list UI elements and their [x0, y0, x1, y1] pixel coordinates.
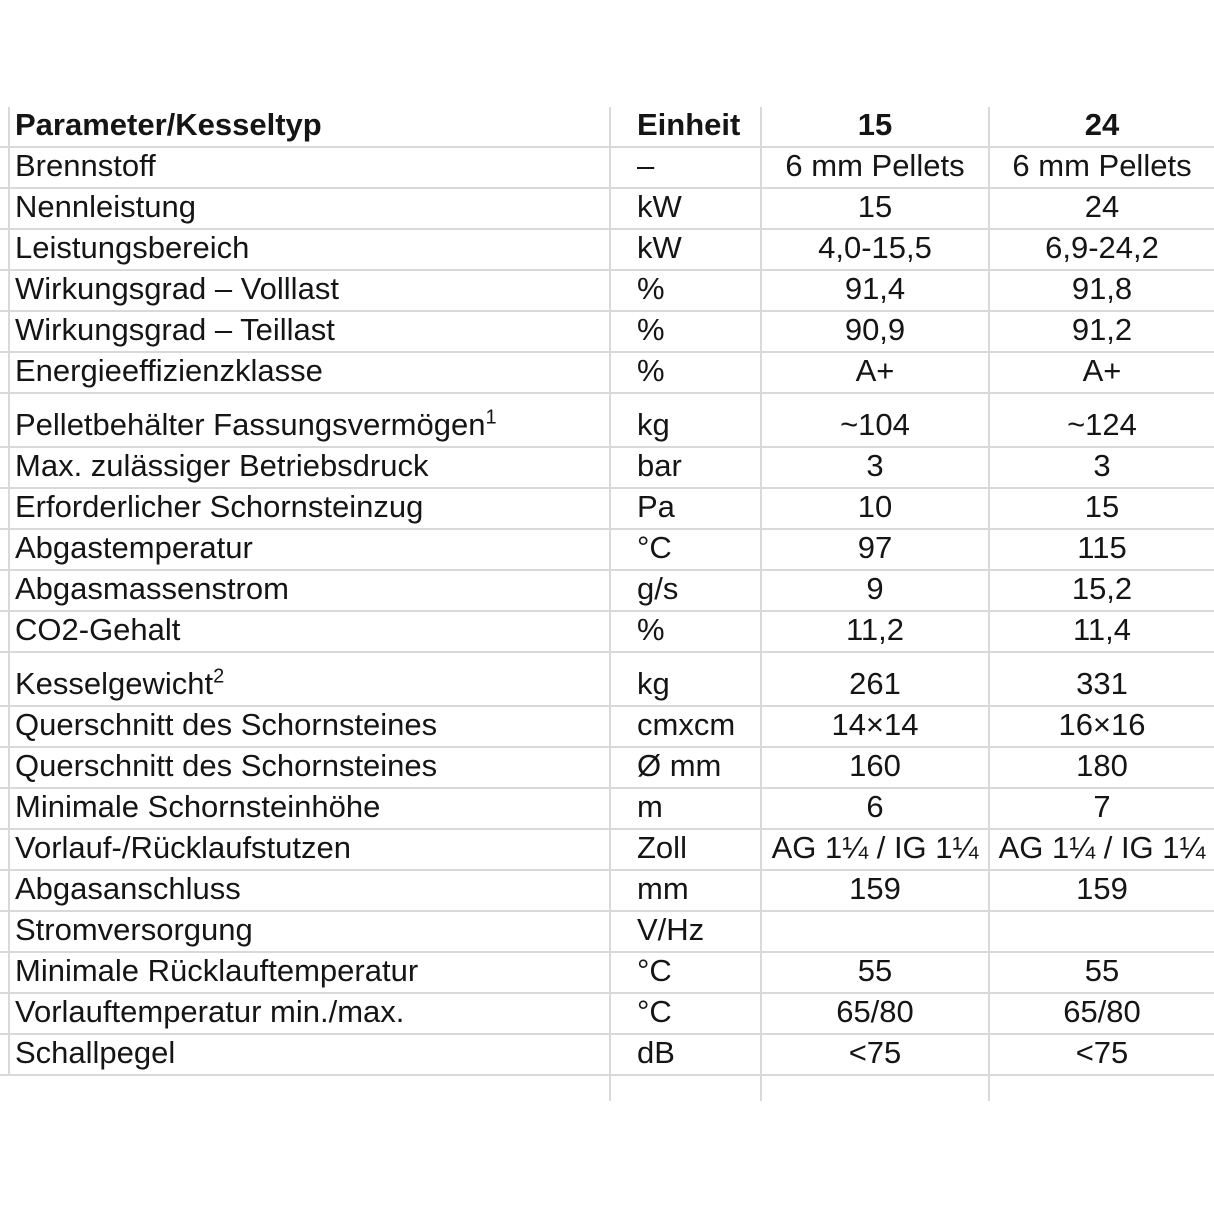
table-row	[0, 448, 1214, 489]
value-24-label: 180	[1076, 748, 1128, 784]
value-24-cell	[988, 530, 1214, 569]
value-24-label: AG 1¼ / IG 1¼	[998, 830, 1206, 866]
param-label: Minimale Rücklauftemperatur	[15, 953, 419, 989]
table-row	[0, 394, 1214, 448]
unit-cell	[609, 230, 760, 269]
value-15-cell	[760, 953, 988, 992]
header-model-24	[988, 107, 1214, 146]
unit-label: m	[637, 789, 663, 825]
unit-cell	[609, 489, 760, 528]
param-cell	[8, 489, 609, 528]
table-row	[0, 312, 1214, 353]
value-15-cell	[760, 312, 988, 351]
unit-cell	[609, 789, 760, 828]
unit-cell	[609, 1035, 760, 1074]
value-24-label: 65/80	[1063, 994, 1141, 1030]
value-24-cell	[988, 707, 1214, 746]
table-row	[0, 189, 1214, 230]
value-24-cell	[988, 912, 1214, 951]
param-label: CO2-Gehalt	[15, 612, 181, 648]
value-15-cell	[760, 230, 988, 269]
value-15-label: 15	[857, 189, 893, 225]
value-15-label: 9	[866, 571, 884, 607]
left-gutter	[0, 312, 8, 351]
unit-label: cmxcm	[637, 707, 736, 743]
value-24-cell	[988, 953, 1214, 992]
spec-table	[0, 107, 1214, 1101]
header-model-24-label: 24	[1084, 107, 1120, 143]
param-cell	[8, 394, 609, 446]
value-15-label: ~104	[840, 407, 910, 443]
unit-cell	[609, 871, 760, 910]
left-gutter	[0, 912, 8, 951]
value-15-label: 4,0-15,5	[818, 230, 932, 266]
value-24-cell	[988, 653, 1214, 705]
unit-cell	[609, 271, 760, 310]
value-15-label: <75	[848, 1035, 902, 1071]
value-24-cell	[988, 353, 1214, 392]
value-24-cell	[988, 994, 1214, 1033]
table-row	[0, 912, 1214, 953]
unit-label: V/Hz	[637, 912, 705, 948]
value-15-label: 65/80	[836, 994, 914, 1030]
value-15-cell	[760, 489, 988, 528]
value-15-cell	[760, 1035, 988, 1074]
param-cell-empty	[8, 1076, 609, 1101]
table-row	[0, 530, 1214, 571]
value-24-cell	[988, 571, 1214, 610]
value-15-cell	[760, 871, 988, 910]
table-row	[0, 994, 1214, 1035]
unit-label: kg	[637, 666, 670, 702]
value-15-label: 10	[857, 489, 893, 525]
unit-cell	[609, 612, 760, 651]
unit-cell	[609, 189, 760, 228]
left-gutter	[0, 748, 8, 787]
value-24-cell-empty	[988, 1076, 1214, 1101]
param-cell	[8, 312, 609, 351]
param-label: Brennstoff	[15, 148, 156, 184]
unit-cell	[609, 830, 760, 869]
value-24-cell	[988, 312, 1214, 351]
param-cell	[8, 707, 609, 746]
value-24-cell	[988, 871, 1214, 910]
param-cell	[8, 271, 609, 310]
left-gutter	[0, 271, 8, 310]
value-15-cell	[760, 394, 988, 446]
param-cell	[8, 353, 609, 392]
unit-cell	[609, 394, 760, 446]
unit-cell	[609, 653, 760, 705]
value-15-cell-empty	[760, 1076, 988, 1101]
value-15-label: 3	[866, 448, 884, 484]
value-15-label: 14×14	[831, 707, 919, 743]
param-cell	[8, 871, 609, 910]
param-label: Wirkungsgrad – Volllast	[15, 271, 339, 307]
left-gutter	[0, 530, 8, 569]
value-24-label: A+	[1082, 353, 1122, 389]
param-label: Nennleistung	[15, 189, 196, 225]
value-24-cell	[988, 612, 1214, 651]
table-row	[0, 748, 1214, 789]
value-24-label: 7	[1093, 789, 1111, 825]
left-gutter	[0, 707, 8, 746]
left-gutter	[0, 394, 8, 446]
value-15-cell	[760, 789, 988, 828]
param-label: Abgastemperatur	[15, 530, 253, 566]
left-gutter	[0, 1076, 8, 1101]
unit-label: kg	[637, 407, 670, 443]
unit-label: kW	[637, 230, 682, 266]
value-24-label: 11,4	[1072, 612, 1132, 648]
value-15-cell	[760, 830, 988, 869]
param-cell	[8, 953, 609, 992]
param-cell	[8, 653, 609, 705]
table-row	[0, 830, 1214, 871]
value-15-cell	[760, 353, 988, 392]
value-15-label: 160	[849, 748, 901, 784]
param-label: Kesselgewicht	[15, 666, 214, 702]
header-parameter-label: Parameter/Kesseltyp	[15, 107, 322, 143]
value-15-label: 97	[857, 530, 893, 566]
value-24-label: 55	[1084, 953, 1120, 989]
value-15-label: 91,4	[844, 271, 906, 307]
left-gutter	[0, 353, 8, 392]
param-cell	[8, 189, 609, 228]
header-unit-label: Einheit	[637, 107, 741, 143]
unit-label: Ø mm	[637, 748, 722, 784]
left-gutter	[0, 189, 8, 228]
param-cell	[8, 530, 609, 569]
table-row	[0, 653, 1214, 707]
param-label: Leistungsbereich	[15, 230, 250, 266]
param-cell	[8, 912, 609, 951]
value-15-cell	[760, 994, 988, 1033]
table-header-row	[0, 107, 1214, 148]
left-gutter	[0, 653, 8, 705]
value-15-cell	[760, 571, 988, 610]
value-24-label: 331	[1076, 666, 1128, 702]
value-24-label: 115	[1077, 530, 1127, 566]
param-label: Erforderlicher Schornsteinzug	[15, 489, 424, 525]
table-row	[0, 148, 1214, 189]
param-label: Querschnitt des Schornsteines	[15, 748, 438, 784]
unit-label: Pa	[637, 489, 675, 525]
unit-label: bar	[637, 448, 682, 484]
table-row	[0, 271, 1214, 312]
param-cell	[8, 830, 609, 869]
value-15-cell	[760, 748, 988, 787]
unit-label: dB	[637, 1035, 675, 1071]
header-model-15-label: 15	[857, 107, 893, 143]
unit-label: °C	[637, 994, 672, 1030]
left-gutter	[0, 1035, 8, 1074]
value-15-cell	[760, 189, 988, 228]
param-label: Abgasmassenstrom	[15, 571, 289, 607]
left-gutter	[0, 830, 8, 869]
unit-cell	[609, 707, 760, 746]
footnote-superscript: 1	[485, 407, 497, 430]
unit-cell	[609, 353, 760, 392]
unit-cell	[609, 312, 760, 351]
value-24-cell	[988, 789, 1214, 828]
table-row	[0, 489, 1214, 530]
param-cell	[8, 748, 609, 787]
param-cell	[8, 230, 609, 269]
value-15-label: 261	[849, 666, 901, 702]
value-24-label: <75	[1075, 1035, 1129, 1071]
table-row	[0, 353, 1214, 394]
value-24-label: 24	[1084, 189, 1120, 225]
value-24-cell	[988, 189, 1214, 228]
param-label: Schallpegel	[15, 1035, 176, 1071]
unit-label: °C	[637, 953, 672, 989]
unit-label: %	[637, 271, 665, 307]
value-24-cell	[988, 1035, 1214, 1074]
param-label: Vorlauf-/Rücklaufstutzen	[15, 830, 352, 866]
value-15-cell	[760, 271, 988, 310]
unit-label: kW	[637, 189, 682, 225]
value-24-cell	[988, 230, 1214, 269]
param-label: Vorlauftemperatur min./max.	[15, 994, 405, 1030]
param-cell	[8, 571, 609, 610]
value-24-label: 3	[1093, 448, 1111, 484]
param-label: Abgasanschluss	[15, 871, 241, 907]
value-15-label: 55	[857, 953, 893, 989]
left-gutter	[0, 994, 8, 1033]
value-15-cell	[760, 448, 988, 487]
table-row	[0, 707, 1214, 748]
table-row	[0, 789, 1214, 830]
left-gutter	[0, 571, 8, 610]
left-gutter	[0, 871, 8, 910]
table-row	[0, 230, 1214, 271]
param-label: Querschnitt des Schornsteines	[15, 707, 438, 743]
value-24-cell	[988, 271, 1214, 310]
param-label: Stromversorgung	[15, 912, 253, 948]
left-gutter	[0, 612, 8, 651]
unit-label: %	[637, 312, 665, 348]
param-label: Wirkungsgrad – Teillast	[15, 312, 335, 348]
param-label: Minimale Schornsteinhöhe	[15, 789, 381, 825]
value-24-label: 16×16	[1058, 707, 1146, 743]
value-24-cell	[988, 489, 1214, 528]
header-unit	[609, 107, 760, 146]
param-label: Pelletbehälter Fassungsvermögen	[15, 407, 486, 443]
value-15-cell	[760, 653, 988, 705]
trailing-empty-row	[0, 1076, 1214, 1101]
unit-cell	[609, 530, 760, 569]
value-15-cell	[760, 612, 988, 651]
value-15-cell	[760, 912, 988, 951]
unit-label: Zoll	[637, 830, 687, 866]
value-24-label: 91,8	[1071, 271, 1133, 307]
value-24-label: 91,2	[1071, 312, 1133, 348]
value-15-label: 159	[849, 871, 901, 907]
unit-label: °C	[637, 530, 672, 566]
value-24-label: 6,9-24,2	[1045, 230, 1159, 266]
value-15-cell	[760, 148, 988, 187]
value-15-label: AG 1¼ / IG 1¼	[771, 830, 979, 866]
unit-cell	[609, 448, 760, 487]
unit-cell	[609, 571, 760, 610]
param-cell	[8, 612, 609, 651]
value-15-label: 6 mm Pellets	[785, 148, 965, 184]
table-row	[0, 1035, 1214, 1076]
value-15-label: 90,9	[844, 312, 906, 348]
unit-label: –	[637, 148, 655, 184]
value-24-cell	[988, 830, 1214, 869]
value-24-label: 15	[1084, 489, 1120, 525]
header-model-15	[760, 107, 988, 146]
left-gutter	[0, 789, 8, 828]
left-gutter	[0, 953, 8, 992]
left-gutter	[0, 148, 8, 187]
unit-label: %	[637, 612, 665, 648]
unit-label: mm	[637, 871, 689, 907]
value-15-cell	[760, 707, 988, 746]
unit-cell	[609, 912, 760, 951]
unit-cell	[609, 748, 760, 787]
unit-cell	[609, 148, 760, 187]
table-row	[0, 953, 1214, 994]
param-cell	[8, 789, 609, 828]
left-gutter	[0, 489, 8, 528]
unit-cell	[609, 953, 760, 992]
unit-cell	[609, 994, 760, 1033]
param-cell	[8, 1035, 609, 1074]
table-row	[0, 571, 1214, 612]
value-24-label: ~124	[1067, 407, 1137, 443]
value-15-label: 6	[866, 789, 884, 825]
value-24-cell	[988, 148, 1214, 187]
left-gutter	[0, 230, 8, 269]
table-row	[0, 612, 1214, 653]
value-15-label: A+	[855, 353, 895, 389]
left-gutter	[0, 448, 8, 487]
value-24-label: 159	[1076, 871, 1128, 907]
value-15-label: 11,2	[845, 612, 905, 648]
table-row	[0, 871, 1214, 912]
footnote-superscript: 2	[213, 666, 225, 689]
unit-label: %	[637, 353, 665, 389]
spec-table-body	[0, 148, 1214, 1076]
value-24-cell	[988, 748, 1214, 787]
header-parameter	[8, 107, 609, 146]
left-gutter	[0, 107, 8, 146]
value-24-label: 6 mm Pellets	[1012, 148, 1192, 184]
value-24-cell	[988, 394, 1214, 446]
param-label: Energieeffizienzklasse	[15, 353, 323, 389]
value-24-cell	[988, 448, 1214, 487]
param-cell	[8, 148, 609, 187]
value-15-cell	[760, 530, 988, 569]
unit-label: g/s	[637, 571, 679, 607]
param-cell	[8, 994, 609, 1033]
value-24-label: 15,2	[1071, 571, 1133, 607]
param-cell	[8, 448, 609, 487]
param-label: Max. zulässiger Betriebsdruck	[15, 448, 429, 484]
unit-cell-empty	[609, 1076, 760, 1101]
